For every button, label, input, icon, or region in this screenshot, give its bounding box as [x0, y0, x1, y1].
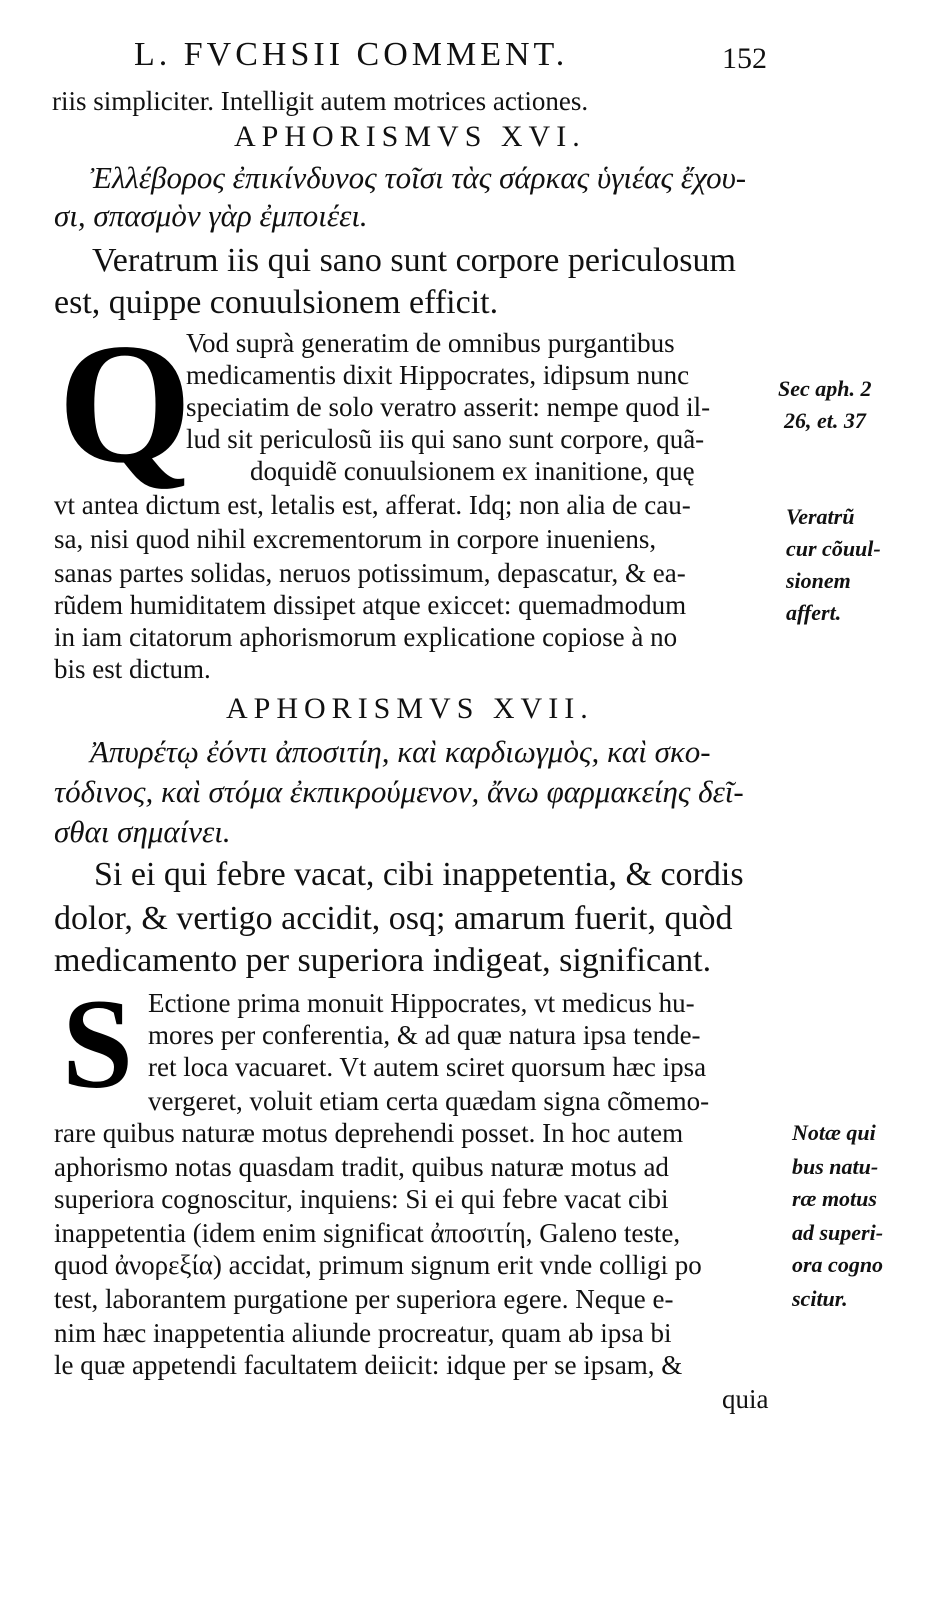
commentary-line: Vod suprà generatim de omnibus purgantibus [186, 328, 675, 358]
commentary-line: nim hæc inappetentia aliunde procreatur, quam ab ipsa bi [54, 1318, 672, 1348]
catchword: quia [722, 1384, 769, 1414]
marginal-note-line: scitur. [792, 1286, 848, 1311]
commentary-line: test, laborantem purgatione per superiora egere. Neque e- [54, 1284, 674, 1314]
commentary-line: speciatim de solo veratro asserit: nempe quod il- [186, 392, 711, 422]
aphorism-16-latin-line: est, quippe conuulsionem efficit. [54, 284, 499, 321]
commentary-line: rare quibus naturæ motus deprehendi posset. In hoc autem [54, 1118, 684, 1148]
aphorism-17-latin-line: Si ei qui febre vacat, cibi inappetentia, & cordis [94, 856, 744, 893]
aphorism-17-title: APHORISMVS XVII. [226, 692, 594, 725]
commentary-line: in iam citatorum aphorismorum explicatione copiose à no [54, 622, 678, 652]
aphorism-16-greek-line: Ἐλλέβορος ἐπικίνδυνος τοῖσι τὰς σάρκας ὑγιέας ἔχου- [90, 160, 747, 195]
commentary-line: superiora cognoscitur, inquiens: Si ei qui febre vacat cibi [54, 1184, 669, 1214]
commentary-line: quod ἀνορεξία) accidat, primum signum erit vnde colligi po [54, 1250, 702, 1280]
marginal-note-line: ora cogno [792, 1252, 884, 1277]
commentary-line: rũdem humiditatem dissipet atque exiccet: quemadmodum [54, 590, 687, 620]
aphorism-17-greek-line: σθαι σημαίνει. [54, 814, 231, 849]
aphorism-17-latin-line: dolor, & vertigo accidit, osq; amarum fuerit, quòd [54, 900, 733, 937]
commentary-line: bis est dictum. [54, 654, 211, 684]
marginal-note-line: ræ motus [792, 1186, 877, 1211]
aphorism-16-title: APHORISMVS XVI. [234, 120, 586, 153]
aphorism-16-greek-line: σι, σπασμὸν γὰρ ἐμποιέει. [54, 198, 368, 233]
commentary-line: Ectione prima monuit Hippocrates, vt medicus hu- [148, 988, 695, 1018]
drop-cap-q: Q [58, 309, 192, 499]
commentary-line: lud sit periculosũ iis qui sano sunt corpore, quã- [186, 424, 705, 454]
commentary-line: le quæ appetendi facultatem deiicit: idque per se ipsam, & [54, 1350, 683, 1380]
commentary-line: vergeret, voluit etiam certa quædam signa cõmemo- [148, 1086, 710, 1116]
commentary-line: inappetentia (idem enim significat ἀποσιτίη, Galeno teste, [54, 1218, 681, 1248]
aphorism-17-latin-line: medicamento per superiora indigeat, significant. [54, 942, 712, 979]
commentary-line: medicamentis dixit Hippocrates, idipsum nunc [186, 360, 690, 390]
marginal-note-line: cur cõuul- [786, 536, 881, 561]
aphorism-17-greek-line: τόδινος, καὶ στόμα ἐκπικρούμενον, ἄνω φαρμακείης δεῖ- [54, 774, 744, 809]
running-title: L. FVCHSII COMMENT. [134, 36, 569, 73]
intro-line: riis simpliciter. Intelligit autem motrices actiones. [52, 86, 589, 116]
aphorism-17-greek-line: Ἀπυρέτῳ ἐόντι ἀποσιτίη, καὶ καρδιωγμὸς, καὶ σκο- [90, 734, 711, 769]
marginal-note-line: 26, et. 37 [784, 408, 866, 433]
marginal-note-line: ad superi- [792, 1220, 884, 1245]
commentary-line: vt antea dictum est, letalis est, afferat. Idq; non alia de cau- [54, 490, 691, 520]
marginal-note-line: Sec aph. 2 [778, 376, 872, 401]
marginal-note-line: sionem [786, 568, 851, 593]
commentary-line: sa, nisi quod nihil excrementorum in corpore inueniens, [54, 524, 657, 554]
commentary-line: mores per conferentia, & ad quæ natura ipsa tende- [148, 1020, 701, 1050]
commentary-line: ret loca vacuaret. Vt autem sciret quorsum hæc ipsa [148, 1052, 707, 1082]
commentary-line: doquidẽ conuulsionem ex inanitione, quę [250, 456, 695, 486]
aphorism-16-latin-line: Veratrum iis qui sano sunt corpore periculosum [92, 242, 736, 279]
drop-cap-s: S [62, 973, 134, 1115]
page-number: 152 [722, 42, 767, 75]
marginal-note-line: Notæ qui [792, 1120, 876, 1145]
marginal-note-line: Veratrũ [786, 504, 855, 529]
commentary-line: aphorismo notas quasdam tradit, quibus naturæ motus ad [54, 1152, 669, 1182]
marginal-note-line: bus natu- [792, 1154, 879, 1179]
commentary-line: sanas partes solidas, neruos potissimum, depascatur, & ea- [54, 558, 686, 588]
marginal-note-line: affert. [786, 600, 842, 625]
